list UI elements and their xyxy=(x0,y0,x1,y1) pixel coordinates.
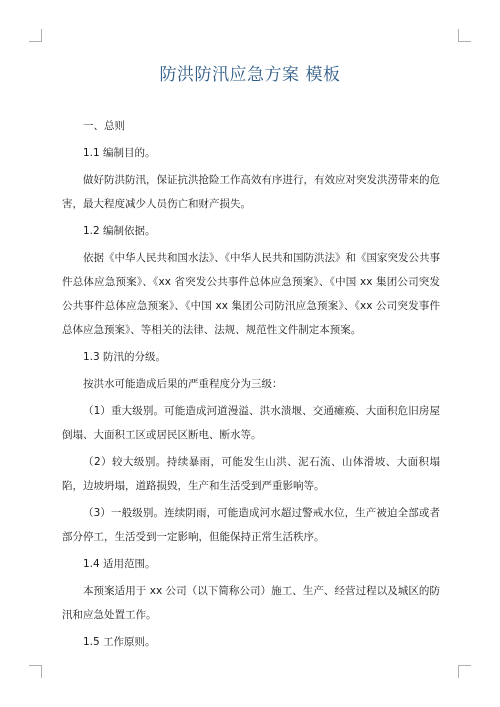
subsection-heading-basis: 1.2 编制依据。 xyxy=(83,225,156,237)
paragraph-purpose: 做好防洪防汛，保证抗洪抢险工作高效有序进行，有效应对突发洪涝带来的危害，最大程度减少人员伤亡和财产损失。 xyxy=(62,174,440,210)
section-heading-general: 一、总则 xyxy=(83,120,125,132)
subsection-heading-grading: 1.3 防汛的分级。 xyxy=(83,351,167,363)
document-title: 防洪防汛应急方案 模板 xyxy=(159,65,341,85)
page-corner-mark-top-right xyxy=(458,29,471,42)
page-corner-mark-bottom-right xyxy=(458,665,471,678)
paragraph-scope: 本预案适用于 xx 公司（以下简称公司）施工、生产、经营过程以及城区的防汛和应急处置工作。 xyxy=(62,585,440,621)
paragraph-basis: 依据《中华人民共和国水法》、《中华人民共和国防洪法》和《国家突发公共事件总体应急预案》、《xx 省突发公共事件总体应急预案》、《中国 xx 集团公司突发公共事件总体应急预案》、《中国 xx 集团公司防汛应急预案》、《xx 公司突发事件总体应急预案》、等相关的法律、法规、规范性文件制定本预案。 xyxy=(62,252,440,336)
subsection-heading-purpose: 1.1 编制目的。 xyxy=(83,147,156,159)
paragraph-grading-intro: 按洪水可能造成后果的严重程度分为三级： xyxy=(83,378,283,390)
page-corner-mark-top-left xyxy=(29,29,42,42)
page-corner-mark-bottom-left xyxy=(29,665,42,678)
subsection-heading-scope: 1.4 适用范围。 xyxy=(83,558,156,570)
document-body xyxy=(62,114,440,657)
paragraph-grade-general: （3）一般级别。连续阴雨，可能造成河水超过警戒水位，生产被迫全部或者部分停工，生活受到一定影响，但能保持正常生活秩序。 xyxy=(62,507,440,543)
subsection-heading-principles: 1.5 工作原则。 xyxy=(83,636,156,648)
paragraph-grade-large: （2）较大级别。持续暴雨，可能发生山洪、泥石流、山体滑坡、大面积塌陷，边坡坍塌，道路损毁，生产和生活受到严重影响等。 xyxy=(62,456,440,492)
paragraph-grade-major: （1）重大级别。可能造成河道漫溢、洪水溃堰、交通瘫痪、大面积危旧房屋倒塌、大面积工区或居民区断电、断水等。 xyxy=(62,405,440,441)
